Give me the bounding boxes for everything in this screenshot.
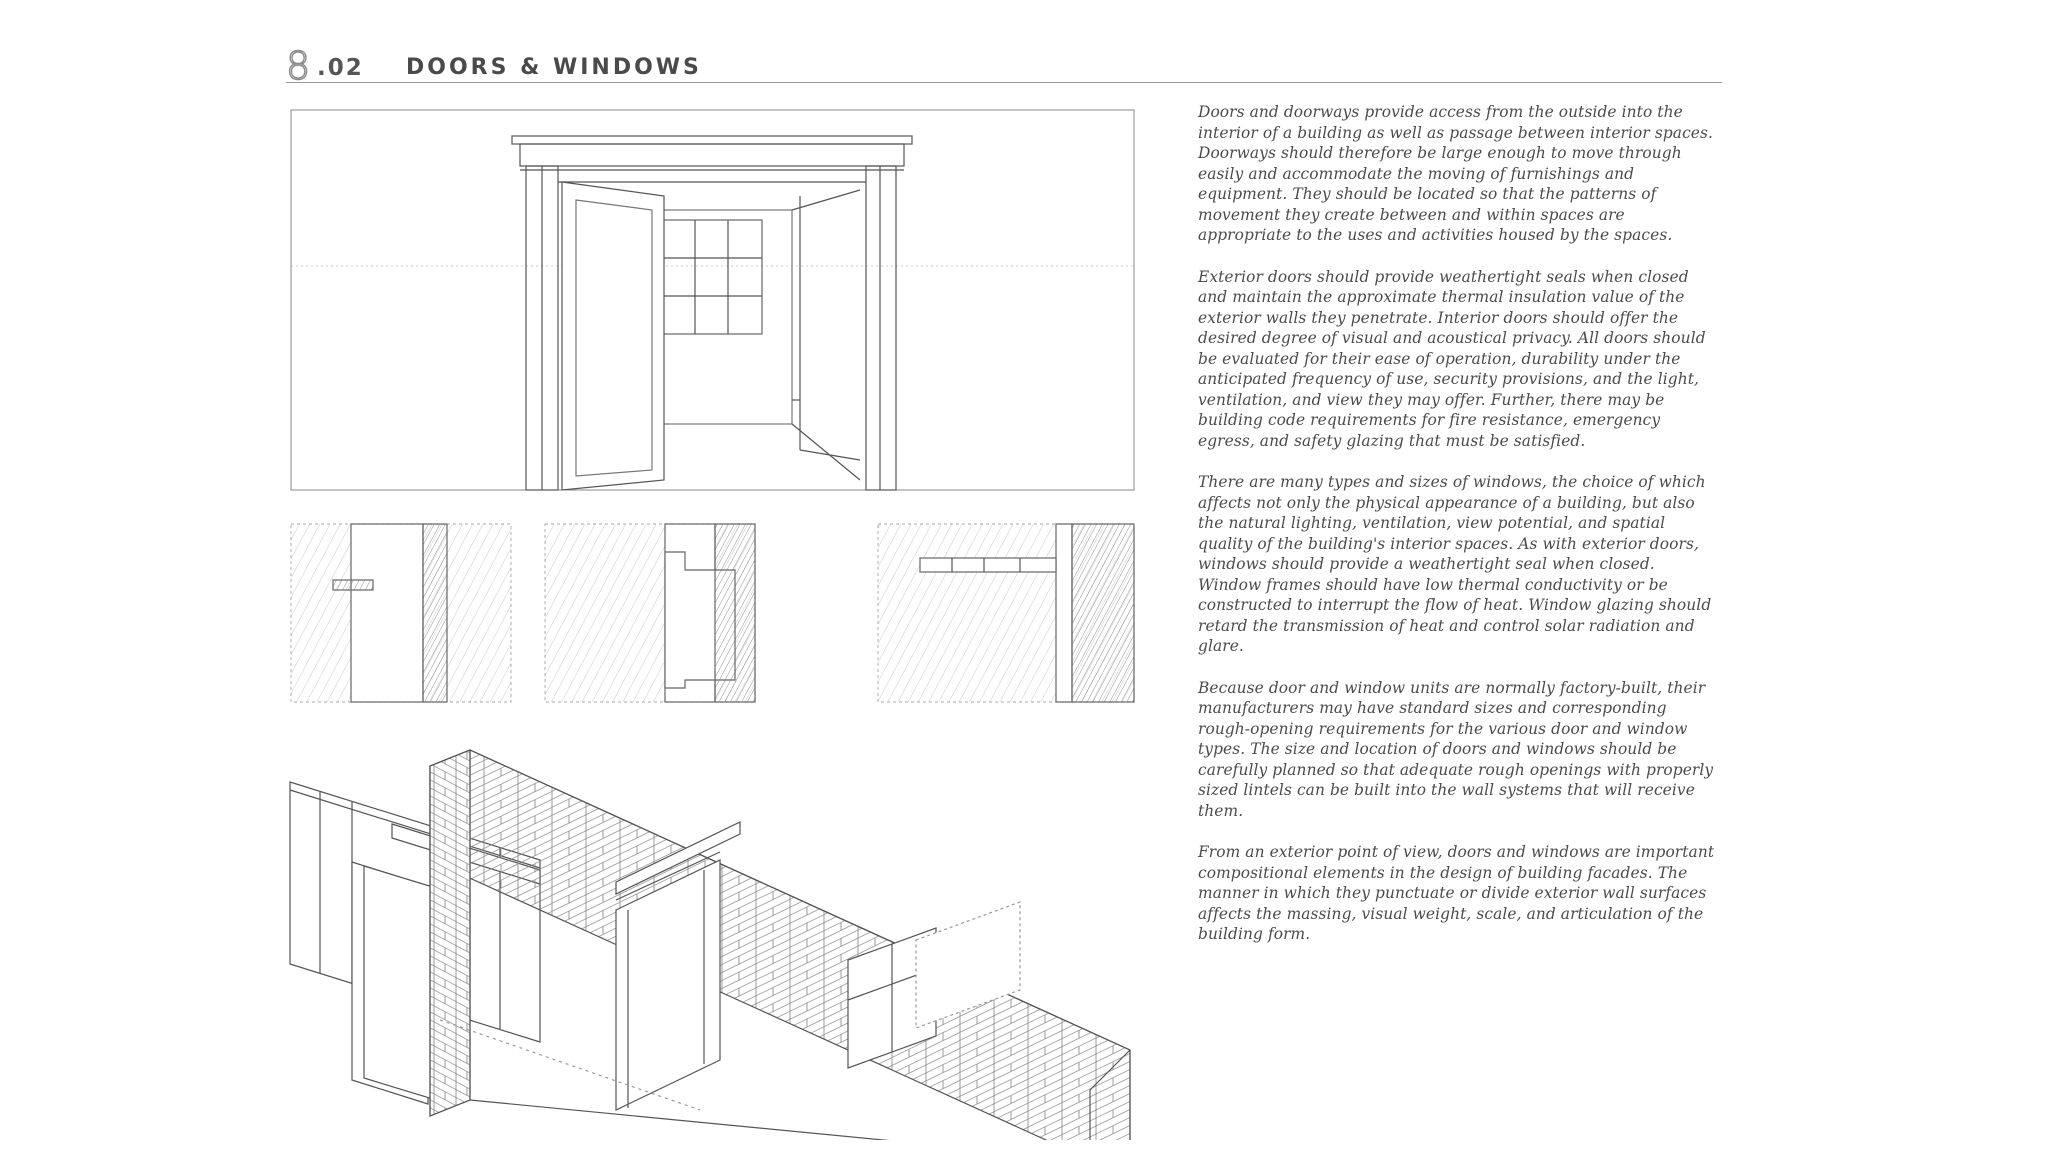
wall-openings-isometric-drawing (290, 750, 1130, 1140)
page-header (286, 46, 1722, 86)
illustrations (280, 100, 1140, 1140)
paragraph-facades: From an exterior point of view, doors and windows are important compositional elements in the design of building facades. The manner in which they punctuate or divide exterior wall surfaces affects the massing, visual weight, scale, and articulation of the building form. (1198, 843, 1715, 943)
header-rule (286, 82, 1722, 83)
window-section-details (291, 524, 1134, 702)
paragraph-doorways: Doors and doorways provide access from the outside into the interior of a building as well as passage between interior spaces. Doorways should therefore be large enough to move through easily and accommodate the moving of furnishings and equipment. They should be located so that the patterns of movement they create between and within spaces are appropriate to the uses and activities housed by the spaces. (1198, 103, 1713, 244)
doorway-perspective-drawing (291, 110, 1134, 490)
chapter-number: 8 (286, 44, 312, 88)
paragraph-door-requirements: Exterior doors should provide weathertight seals when closed and maintain the approximate thermal insulation value of the exterior walls they penetrate. Interior doors should offer the desired degree of visual and acoustical privacy. All doors should be evaluated for their ease of operation, durability under the anticipated frequency of use, security provisions, and the light, ventilation, and view they may offer. Further, there may be building code requirements for fire resistance, emergency egress, and safety glazing that must be satisfied. (1198, 267, 1706, 450)
paragraph-windows: There are many types and sizes of windows, the choice of which affects not only the physical appearance of a building, but also the natural lighting, ventilation, view potential, and spatial quality of the building's interior spaces. As with exterior doors, windows should provide a weathertight seal when closed. Window frames should have low thermal conductivity or be constructed to interrupt the flow of heat. Window glazing should retard the transmission of heat and control solar radiation and glare. (1198, 473, 1712, 655)
paragraph-rough-openings: Because door and window units are normally factory-built, their manufacturers may have standard sizes and corresponding rough-opening requirements for the various door and window types. The size and location of doors and windows should be carefully planned so that adequate rough openings with properly sized lintels can be built into the wall systems that will receive them. (1198, 678, 1714, 820)
body-text (1198, 102, 1718, 966)
section-number: .02 (317, 55, 364, 81)
page-title: DOORS & WINDOWS (406, 55, 702, 80)
